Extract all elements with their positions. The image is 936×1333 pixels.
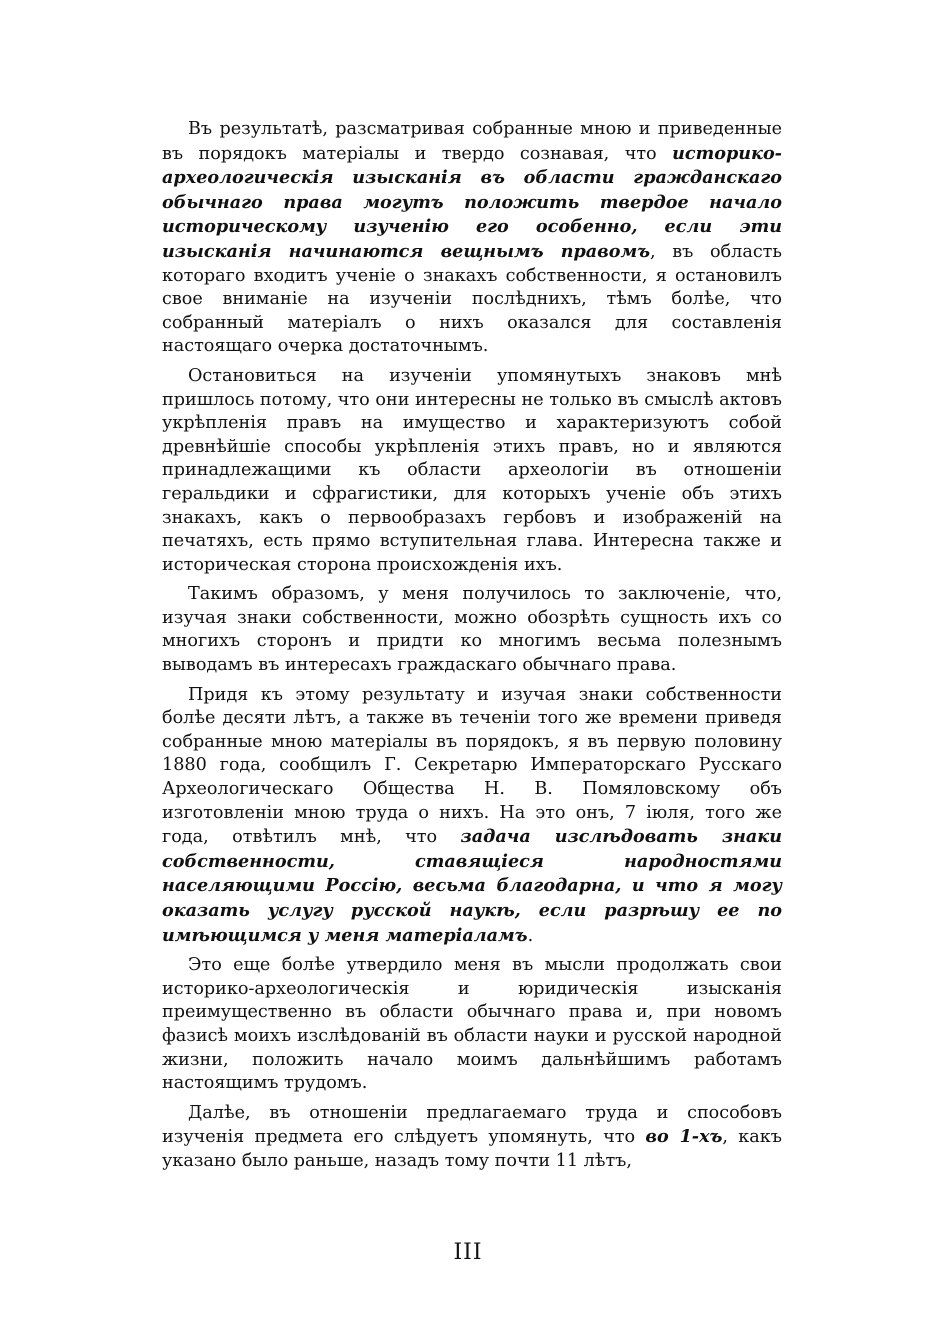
- paragraph-1: [162, 118, 782, 359]
- paragraph-6: [162, 1102, 782, 1174]
- paragraph-1-text-end: , въ область котораго входитъ ученіе о знакахъ собственности, я остановилъ свое вниманіе на изученіи послѣднихъ, тѣмъ болѣе, что собранный матеріалъ о нихъ оказался для составленія настоящаго очерка достаточнымъ.: [162, 241, 782, 357]
- paragraph-4-text-start: Придя къ этому результату и изучая знаки собственности болѣе десяти лѣтъ, а также въ теченіи того же времени приведя собранные мною матеріалы въ порядокъ, я въ первую половину 1880 года, сообщилъ Г. Секретарю Императорскаго Русскаго Археологическаго Общества Н. В. Помяловскому объ изготовленіи мною труда о нихъ. На это онъ, 7 іюля, того же года, отвѣтилъ мнѣ, что: [162, 684, 782, 848]
- body-text: [162, 118, 782, 1180]
- paragraph-4-italic-text: задача изслѣдовать знаки собственности, ставящіеся народностями населяющими Россію, весьма благодарна, и что я могу оказать услугу русской наукѣ, если разрѣшу ее по имѣющимся у меня матеріаламъ: [162, 826, 782, 946]
- paragraph-2-text: Остановиться на изученіи упомянутыхъ знаковъ мнѣ пришлось потому, что они интересны не только въ смыслѣ актовъ укрѣпленія правъ на имущество и характеризуютъ собой древнѣйшіе способы укрѣпленія этихъ правъ, но и являются принадлежащими къ области археологіи въ отношеніи геральдики и сфрагистики, для которыхъ ученіе объ этихъ знакахъ, какъ о первообразахъ гербовъ и изображеній на печатяхъ, есть прямо вступительная глава. Интересна также и историческая сторона происхожденія ихъ.: [162, 365, 782, 575]
- paragraph-1-text-start: Въ результатѣ, разсматривая собранные мною и приведенные въ порядокъ матеріалы и твердо сознавая, что: [162, 119, 782, 164]
- paragraph-3-text: Такимъ образомъ, у меня получилось то заключеніе, что, изучая знаки собственности, можно обозрѣть сущность ихъ со многихъ сторонъ и придти ко многимъ весьма полезнымъ выводамъ въ интересахъ граждаскаго обычнаго права.: [162, 584, 782, 676]
- paragraph-6-text-start: Далѣе, въ отношеніи предлагаемаго труда и способовъ изученія предмета его слѣдуетъ упомянуть, что: [162, 1102, 782, 1148]
- paragraph-6-text-end: , какъ указано было раньше, назадъ тому почти 11 лѣтъ,: [162, 1127, 782, 1171]
- paragraph-4: [162, 684, 782, 949]
- paragraph-3: [162, 583, 782, 677]
- paragraph-1-italic-text: историко-археологическія изысканія въ области гражданскаго обычнаго права могутъ положить твердое начало историческому изученію его особенно, если эти изысканія начинаются вещнымъ правомъ: [162, 142, 782, 262]
- paragraph-4-text-end: .: [527, 925, 534, 946]
- paragraph-2: [162, 365, 782, 577]
- page-number: III: [453, 1240, 483, 1265]
- paragraph-5: [162, 954, 782, 1096]
- paragraph-5-text: Это еще болѣе утвердило меня въ мысли продолжать свои историко-археологическія и юридическія изысканія преимущественно въ области обычнаго права и, при новомъ фазисѣ моихъ изслѣдованій въ области науки и русской народной жизни, положить начало моимъ дальнѣйшимъ работамъ настоящимъ трудомъ.: [162, 955, 782, 1094]
- paragraph-6-italic-text: во 1-хъ: [645, 1126, 723, 1148]
